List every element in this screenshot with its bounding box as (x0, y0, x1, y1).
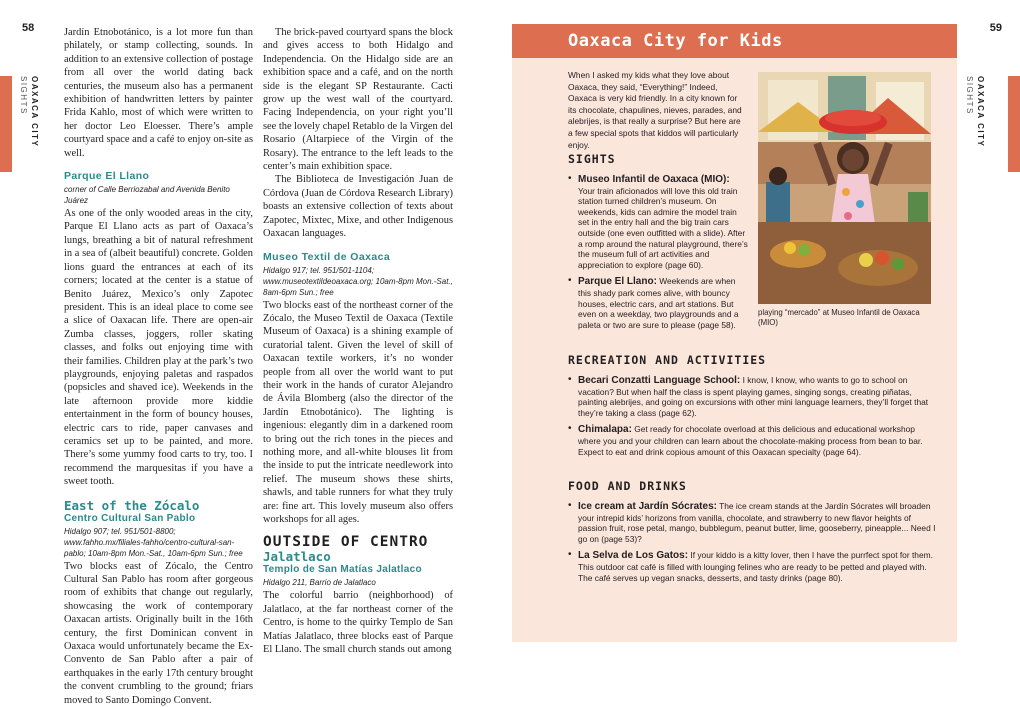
paragraph: As one of the only wooded areas in the city, Parque El Llano acts as part of Oaxaca’s lungs, breathing a bit of natural refreshment in a sea of (albeit beautiful) concrete. Golden lions guard the entrances at each of its corners; located at the center is a statue of Benito Juárez, Mexico’s only Zapotec president. This is an ideal place to come see a slice of Oaxacan life. There are open-air Zumba classes, joggers, roller skating classes, and folks out enjoying time with their families. Children play at the park’s two playgrounds, enjoying paletas and raspados (popsicles and shaved ice). Weekends in the late afternoon provide more kiddie entertainment in the form of bouncy houses, electric cars to ride, paper canvases and ceramics set up to be painted, and more. There’s some yummy food carts to try, too. I recommend the marquesitas if you have a sweet tooth. (64, 208, 253, 488)
paragraph: Jardín Etnobotánico, is a lot more fun than philately, or stamp collecting, sounds. In addition to an extensive collection of postage from all over the world dating back centuries, the museum also has a permanent exhibition of handwritten letters by painter Frida Kahlo, most of which were written to her doctor Leo Eloesser. There’s ample courtyard space and a café to enjoy on-site as well. (64, 27, 253, 159)
running-head-right (965, 76, 996, 172)
section-heading: Parque El Llano (64, 170, 150, 183)
sidebar-intro: When I asked my kids what they love about Oaxaca, they said, “Everything!” Indeed, Oaxaca is very kid friendly. In a city known for its chocolate, chapulines, nieves, parades, and alebrijes, is that really a surprise? But here are a few special spots that kiddos will particularly enjoy. (568, 70, 742, 150)
item-text: I know, I know, who wants to go to school on vacation? But when half the class is spent playing games, singing songs, creating piñatas, painting alebrijes, and going on excursions with other mini language learners, they’ll forget that they’re taking a class (page 62). (578, 375, 929, 418)
item-name: La Selva de Los Gatos: (578, 550, 689, 562)
list-item (568, 276, 748, 330)
item-text: Your train aficionados will love this old train station turned children’s museum. On weekends, kids can admire the model train set in the entry hall and the big train cars outside (one even outfitted with a slide). After a romp around the natural playground, there’s the museum full of art activities and appreciation to explore (page 60). (578, 185, 748, 270)
item-text: Get ready for chocolate overload at this delicious and educational workshop where you and your children can learn about the chocolate-making process from bean to bar. Expect to eat and drink copious amount of this Oaxacan specialty (page 64). (578, 424, 923, 457)
major-heading: OUTSIDE OF CENTRO (263, 534, 429, 551)
text-column-2 (263, 26, 453, 656)
running-head-section: SIGHTS (19, 76, 28, 115)
section-heading: Museo Textil de Oaxaca (263, 250, 391, 263)
list-item (568, 550, 936, 583)
item-text: If your kiddo is a kitty lover, then I have the purrfect spot for them. This outdoor cat café is filled with lounging felines who are ready to be petted and played with. The café serves up vegan snacks, desserts, and tasty drinks (page 80). (578, 550, 933, 583)
paragraph: Two blocks east of Zócalo, the Centro Cultural San Pablo has room after gorgeous room of exhibits that change out regularly, showcasing the work of contemporary Oaxacan artists. Originally built in the 16th century, the first Dominican convent in Oaxaca would unfortunately became the Ex-Convento de San Pablo after a pair of earthquakes in the early 17th century brought the convent crumbling to the ground; friars moved to Santo Domingo Convent. (64, 560, 253, 706)
running-head-city: OAXACA CITY (976, 76, 985, 148)
photo-caption: playing “mercado” at Museo Infantil de Oaxaca (MIO) (758, 308, 920, 327)
listing-info: corner of Calle Berriozabal and Avenida Benito Juárez (64, 185, 230, 206)
item-text: Weekends are when this shady park comes alive, with bouncy houses, electric cars, and art stations. But even on a weekday, two playgrounds and a paleta or two are sure to please (page 58). (578, 276, 739, 330)
running-head-city: OAXACA CITY (30, 76, 39, 148)
item-name: Parque El Llano: (578, 276, 657, 288)
item-name: Chimalapa: (578, 424, 632, 436)
thumb-tab-left (0, 76, 12, 172)
food-heading: FOOD AND DRINKS (568, 479, 687, 493)
list-item (568, 501, 936, 544)
paragraph: The brick-paved courtyard spans the block and gives access to both Hidalgo and Independencia. On the Hidalgo side are an exhibition space and a café, and on the north side is the elegant SP Restaurante. Cacti grow up the west wall of the courtyard. Facing Independencia, on your right you’ll see the lovely chapel Retablo de la Virgen del Rosario (Altarpiece of the Virgin of the Rosary). The entrance to the left leads to the center’s main exhibition space. (263, 27, 453, 173)
sidebar-title: Oaxaca City for Kids (512, 24, 957, 58)
item-text: The ice cream stands at the Jardín Sócrates will broaden your intrepid kids’ horizons from vanilla, chocolate, and strawberry to new flavor heights of passion fruit, rose petal, mango, bubblegum, peanut butter, lime, gooseberry, pineapple... Need I go on (page 53)? (578, 501, 936, 544)
kids-sidebar-box (512, 24, 957, 642)
listing-info: Hidalgo 211, Barrio de Jalatlaco (263, 578, 376, 588)
item-name: Becari Conzatti Language School: (578, 375, 741, 386)
item-name: Ice cream at Jardín Sócrates: (578, 501, 717, 512)
listing-info: Hidalgo 907; tel. 951/501-8800; www.fahho.mx/filiales-fahho/centro-cultural-san-pablo; 10am-8pm Mon.-Sat., 10am-6pm Sun.; free (64, 526, 243, 558)
page-number-left: 58 (22, 22, 35, 34)
list-item (568, 375, 936, 418)
list-item (568, 424, 936, 457)
item-name: Museo Infantil de Oaxaca (MIO): (578, 174, 730, 185)
food-list (568, 501, 936, 589)
running-head-left (19, 76, 50, 172)
sights-heading: SIGHTS (568, 152, 616, 166)
page-number-right: 59 (989, 22, 1002, 34)
paragraph: The Biblioteca de Investigación Juan de Córdova (Juan de Córdova Research Library) boasts an extensive collection of texts about Zapotec, Mixtec, Mixe, and other Indigenous Oaxacan languages. (263, 174, 453, 240)
running-head-section: SIGHTS (965, 76, 974, 115)
children-market-photo (758, 72, 931, 304)
venue-heading: Centro Cultural San Pablo (64, 512, 196, 524)
list-item (568, 174, 748, 270)
area-heading: Jalatlaco (263, 549, 331, 565)
area-heading: East of the Zócalo (64, 497, 200, 513)
paragraph: Two blocks east of the northeast corner of the Zócalo, the Museo Textil de Oaxaca (Textile Museum of Oaxaca) is a shining example of curatorial talent. Given the level of skill of Oaxacan textile workers, it’s no wonder people from all over the world want to put their work in the hands of curator Alejandro de Ávila Blomberg (also the director of the Jardín Etnobotánico). The lighting is ingenious: elegantly dim in a darkened room to bring out the rich tones in the pieces and nothing more, and all-white blouses lit from the inside to put the intricate needlework into relief. The museum shows these shirts, shawls, and table runners for what they truly are: fine art. This lovely museum also offers workshops for all ages. (263, 299, 453, 525)
listing-info: Hidalgo 917; tel. 951/501-1104; www.museotextildeoaxaca.org; 10am-8pm Mon.-Sat., 8am-6pm Sun.; free (263, 265, 453, 297)
venue-heading: Templo de San Matías Jalatlaco (263, 564, 422, 576)
recreation-heading: RECREATION AND ACTIVITIES (568, 353, 767, 367)
text-column-1 (64, 26, 253, 707)
recreation-list (568, 375, 936, 463)
thumb-tab-right (1008, 76, 1020, 172)
paragraph: The colorful barrio (neighborhood) of Jalatlaco, at the far northeast corner of the Centro, is home to the quirky Templo de San Matías Jalatlaco, three blocks east of Parque El Llano. The small church stands out among (263, 590, 453, 656)
sights-list (568, 174, 748, 336)
